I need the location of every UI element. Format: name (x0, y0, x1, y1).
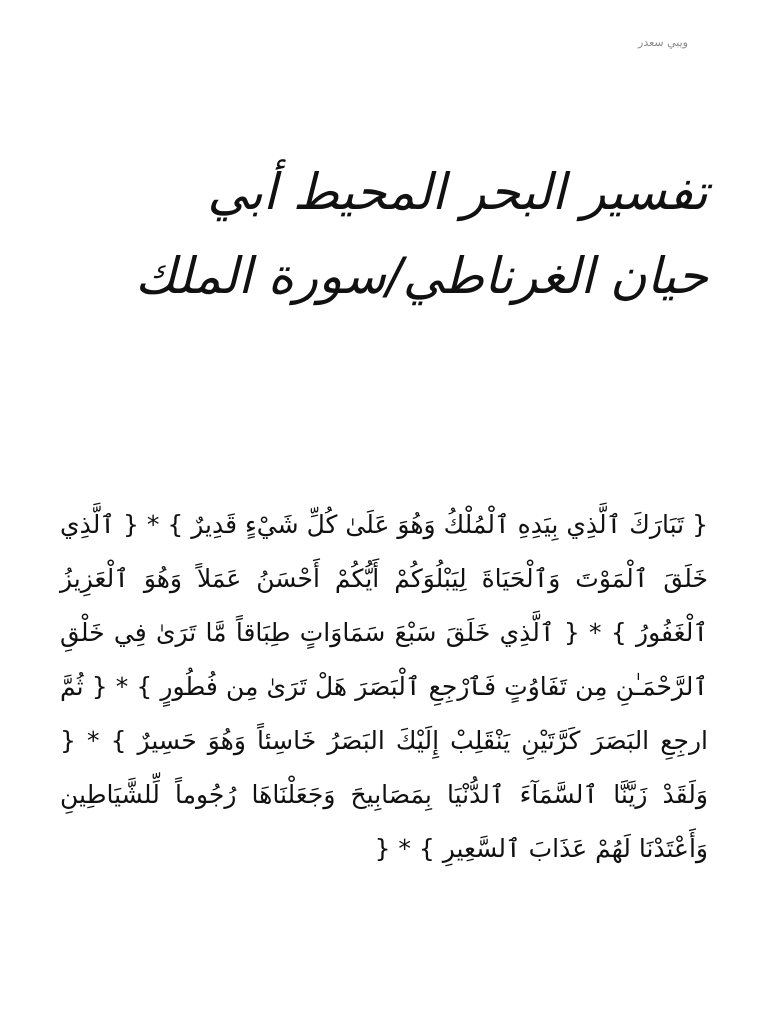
quran-passage: { تَبَارَكَ ٱلَّذِي بِيَدِهِ ٱلْمُلْكُ وَهُوَ عَلَىٰ كُلِّ شَيْءٍ قَدِيرٌ } * { ٱلَّذِي خَلَقَ ٱلْمَوْتَ وَٱلْحَيَاةَ لِيَبْلُوَكُمْ أَيُّكُمْ أَحْسَنُ عَمَلاً وَهُوَ ٱلْعَزِيزُ ٱلْغَفُورُ } * { ٱلَّذِي خَلَقَ سَبْعَ سَمَاوَاتٍ طِبَاقاً مَّا تَرَىٰ فِي خَلْقِ ٱلرَّحْمَـٰنِ مِن تَفَاوُتٍ فَٱرْجِعِ ٱلْبَصَرَ هَلْ تَرَىٰ مِن فُطُورٍ } * { ثُمَّ ارجِعِ البَصَرَ كَرَّتَيْنِ يَنْقَلِبْ إِلَيْكَ البَصَرُ خَاسِئاً وَهُوَ حَسِيرٌ } * { وَلَقَدْ زَيَّنَّا ٱلسَّمَآءَ ٱلدُّنْيَا بِمَصَابِيحَ وَجَعَلْنَاهَا رُجُوماً لِّلشَّيَاطِينِ وَأَعْتَدْنَا لَهُمْ عَذَابَ ٱلسَّعِيرِ } * { (60, 510, 708, 863)
page-title: تفسير البحر المحيط أبي حيان الغرناطي/سورة الملك (135, 163, 708, 305)
author-name: ويبي سعدر (638, 36, 688, 49)
